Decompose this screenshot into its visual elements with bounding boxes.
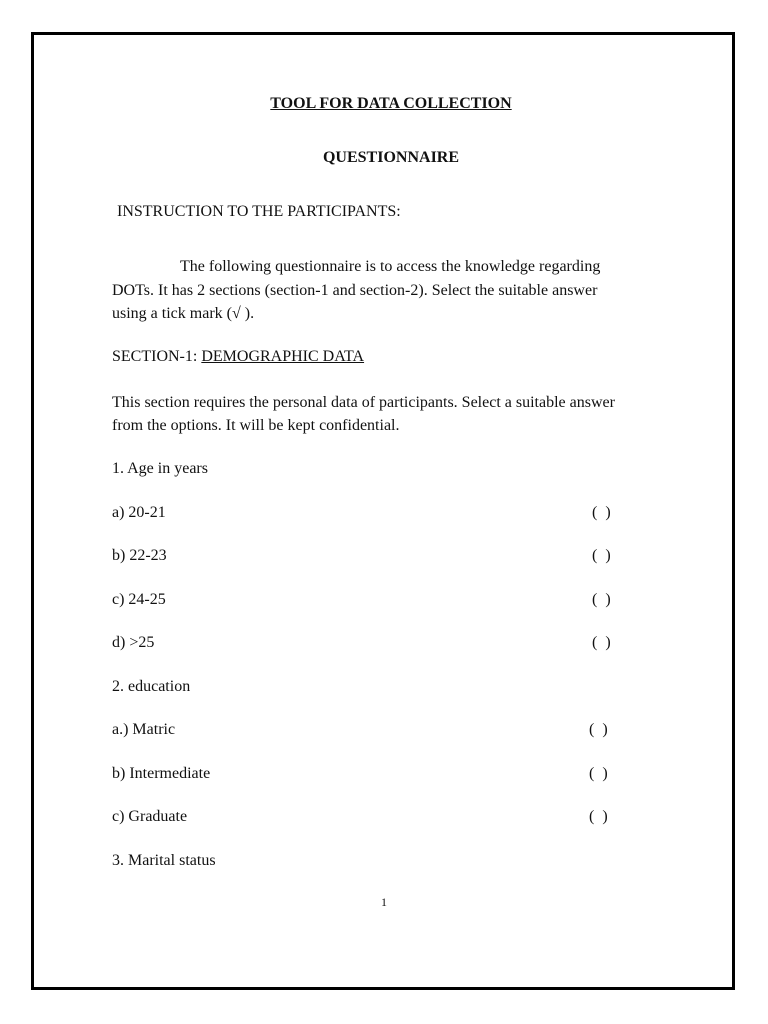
section-name: DEMOGRAPHIC DATA bbox=[201, 348, 365, 365]
question-1-option-d: d) >25 bbox=[112, 634, 155, 651]
section-heading bbox=[112, 347, 364, 367]
question-1-option-c: c) 24-25 bbox=[112, 591, 166, 608]
question-1-label: 1. Age in years bbox=[112, 460, 208, 477]
question-1-option-b: b) 22-23 bbox=[112, 547, 167, 564]
document-title: TOOL FOR DATA COLLECTION bbox=[270, 95, 512, 112]
question-1-option-a-checkbox[interactable]: ( ) bbox=[592, 504, 611, 521]
document-subtitle: QUESTIONNAIRE bbox=[322, 149, 460, 166]
question-1-option-a: a) 20-21 bbox=[112, 504, 166, 521]
instruction-heading: INSTRUCTION TO THE PARTICIPANTS: bbox=[117, 203, 401, 220]
instruction-line-2: DOTs. It has 2 sections (section-1 and section-2). Select the suitable answer bbox=[112, 282, 598, 299]
question-2-label: 2. education bbox=[112, 678, 191, 695]
question-2-option-a-checkbox[interactable]: ( ) bbox=[589, 721, 608, 738]
question-1-option-b-checkbox[interactable]: ( ) bbox=[592, 547, 611, 564]
section-description-line-2: from the options. It will be kept confidential. bbox=[112, 417, 400, 434]
instruction-line-1: The following questionnaire is to access the knowledge regarding bbox=[180, 258, 601, 275]
question-2-option-b: b) Intermediate bbox=[112, 765, 211, 782]
section-description-line-1: This section requires the personal data of participants. Select a suitable answer bbox=[112, 394, 615, 411]
question-2-option-c-checkbox[interactable]: ( ) bbox=[589, 808, 608, 825]
section-prefix: SECTION-1: bbox=[112, 348, 202, 365]
page-number: 1 bbox=[381, 895, 387, 909]
question-2-option-a: a.) Matric bbox=[112, 721, 176, 738]
question-1-option-d-checkbox[interactable]: ( ) bbox=[592, 634, 611, 651]
question-2-option-b-checkbox[interactable]: ( ) bbox=[589, 765, 608, 782]
question-2-option-c: c) Graduate bbox=[112, 808, 188, 825]
question-1-option-c-checkbox[interactable]: ( ) bbox=[592, 591, 611, 608]
question-3-label: 3. Marital status bbox=[112, 852, 216, 869]
instruction-line-3: using a tick mark (√ ). bbox=[112, 305, 255, 322]
